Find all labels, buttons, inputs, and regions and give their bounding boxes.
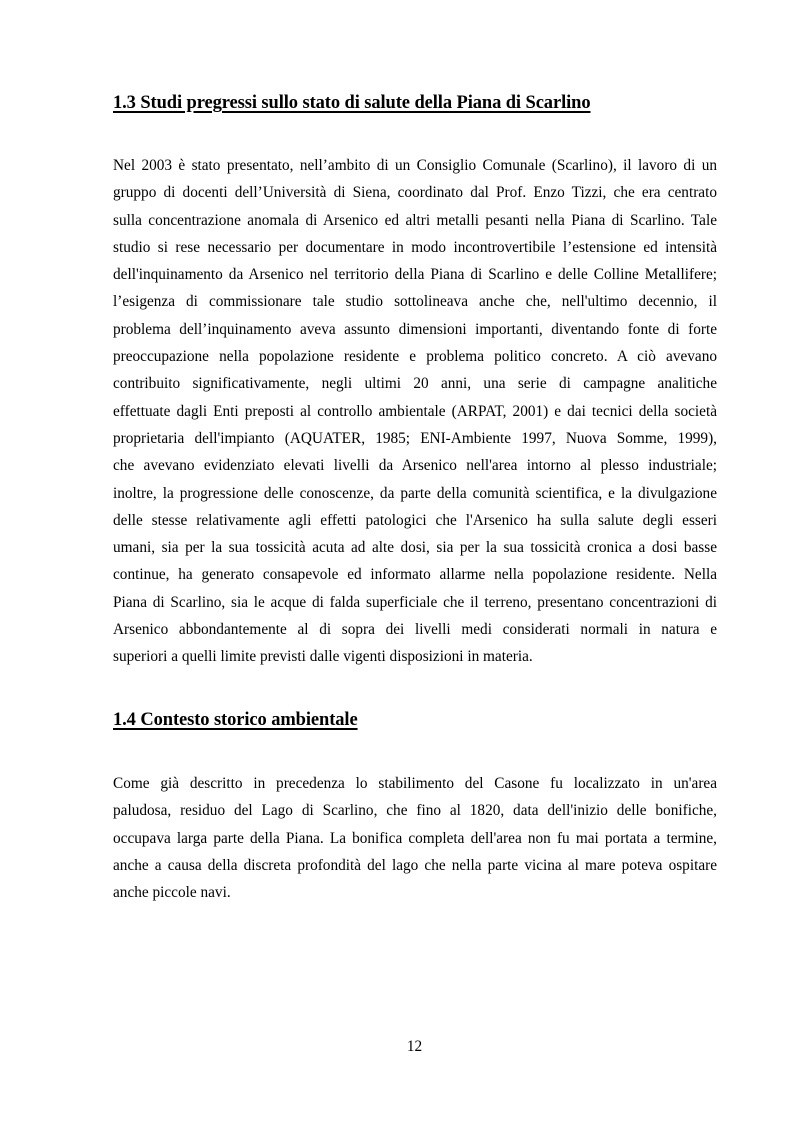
text-line: effettuate dagli Enti preposti al controllo ambientale (ARPAT, 2001) e dai tecnici della società xyxy=(113,402,717,420)
text-line: contribuito significativamente, negli ultimi 20 anni, una serie di campagne analitiche xyxy=(113,375,717,393)
text-line: proprietaria dell'impianto (AQUATER, 1985; ENI-Ambiente 1997, Nuova Somme, 1999), xyxy=(113,429,717,447)
text-line: umani, sia per la sua tossicità acuta ad alte dosi, sia per la sua tossicità cronica a dosi basse xyxy=(113,539,717,557)
text-line: delle stesse relativamente agli effetti patologici che l'Arsenico ha sulla salute degli esseri xyxy=(113,511,717,529)
section-heading-1-4: 1.4 Contesto storico ambientale xyxy=(113,710,358,730)
section-paragraph-1-4 xyxy=(113,770,717,906)
text-line: problema dell’inquinamento aveva assunto dimensioni importanti, diventando fonte di forte xyxy=(113,320,717,338)
text-line: superiori a quelli limite previsti dalle vigenti disposizioni in materia. xyxy=(113,648,533,666)
text-line: inoltre, la progressione delle conoscenze, da parte della comunità scientifica, e la divulgazione xyxy=(113,484,717,502)
text-line: occupava larga parte della Piana. La bonifica completa dell'area non fu mai portata a termine, xyxy=(113,829,717,847)
section-paragraph-1-3 xyxy=(113,152,717,671)
page-number: 12 xyxy=(406,1038,423,1055)
text-line: che avevano evidenziato elevati livelli da Arsenico nell'area intorno al plesso industriale; xyxy=(113,457,717,475)
text-line: sulla concentrazione anomala di Arsenico ed altri metalli pesanti nella Piana di Scarlino. Tale xyxy=(113,211,717,229)
text-line: Come già descritto in precedenza lo stabilimento del Casone fu localizzato in un'area xyxy=(113,775,717,792)
text-line: gruppo di docenti dell’Università di Siena, coordinato dal Prof. Enzo Tizzi, che era centrato xyxy=(113,184,717,202)
text-line: Nel 2003 è stato presentato, nell’ambito di un Consiglio Comunale (Scarlino), il lavoro di un xyxy=(113,157,717,174)
text-line: Piana di Scarlino, sia le acque di falda superficiale che il terreno, presentano concentrazioni di xyxy=(113,593,717,611)
text-line: dell'inquinamento da Arsenico nel territorio della Piana di Scarlino e delle Colline Metallifere; xyxy=(113,266,717,284)
text-line: Arsenico abbondantemente al di sopra dei livelli medi considerati normali in natura e xyxy=(113,621,717,639)
section-heading-1-3: 1.3 Studi pregressi sullo stato di salute della Piana di Scarlino xyxy=(113,93,591,113)
text-line: studio si rese necessario per documentare in modo incontrovertibile l’estensione ed intensità xyxy=(113,238,717,256)
text-line: anche a causa della discreta profondità del lago che nella parte vicina al mare poteva ospitare xyxy=(113,856,717,874)
text-line: anche piccole navi. xyxy=(113,884,231,902)
text-line: l’esigenza di commissionare tale studio sottolineava anche che, nell'ultimo decennio, il xyxy=(113,293,717,311)
text-line: continue, ha generato consapevole ed informato allarme nella popolazione residente. Nella xyxy=(113,566,717,584)
text-line: paludosa, residuo del Lago di Scarlino, che fino al 1820, data dell'inizio delle bonifiche, xyxy=(113,802,717,820)
text-line: preoccupazione nella popolazione residente e problema politico concreto. A ciò avevano xyxy=(113,348,717,366)
